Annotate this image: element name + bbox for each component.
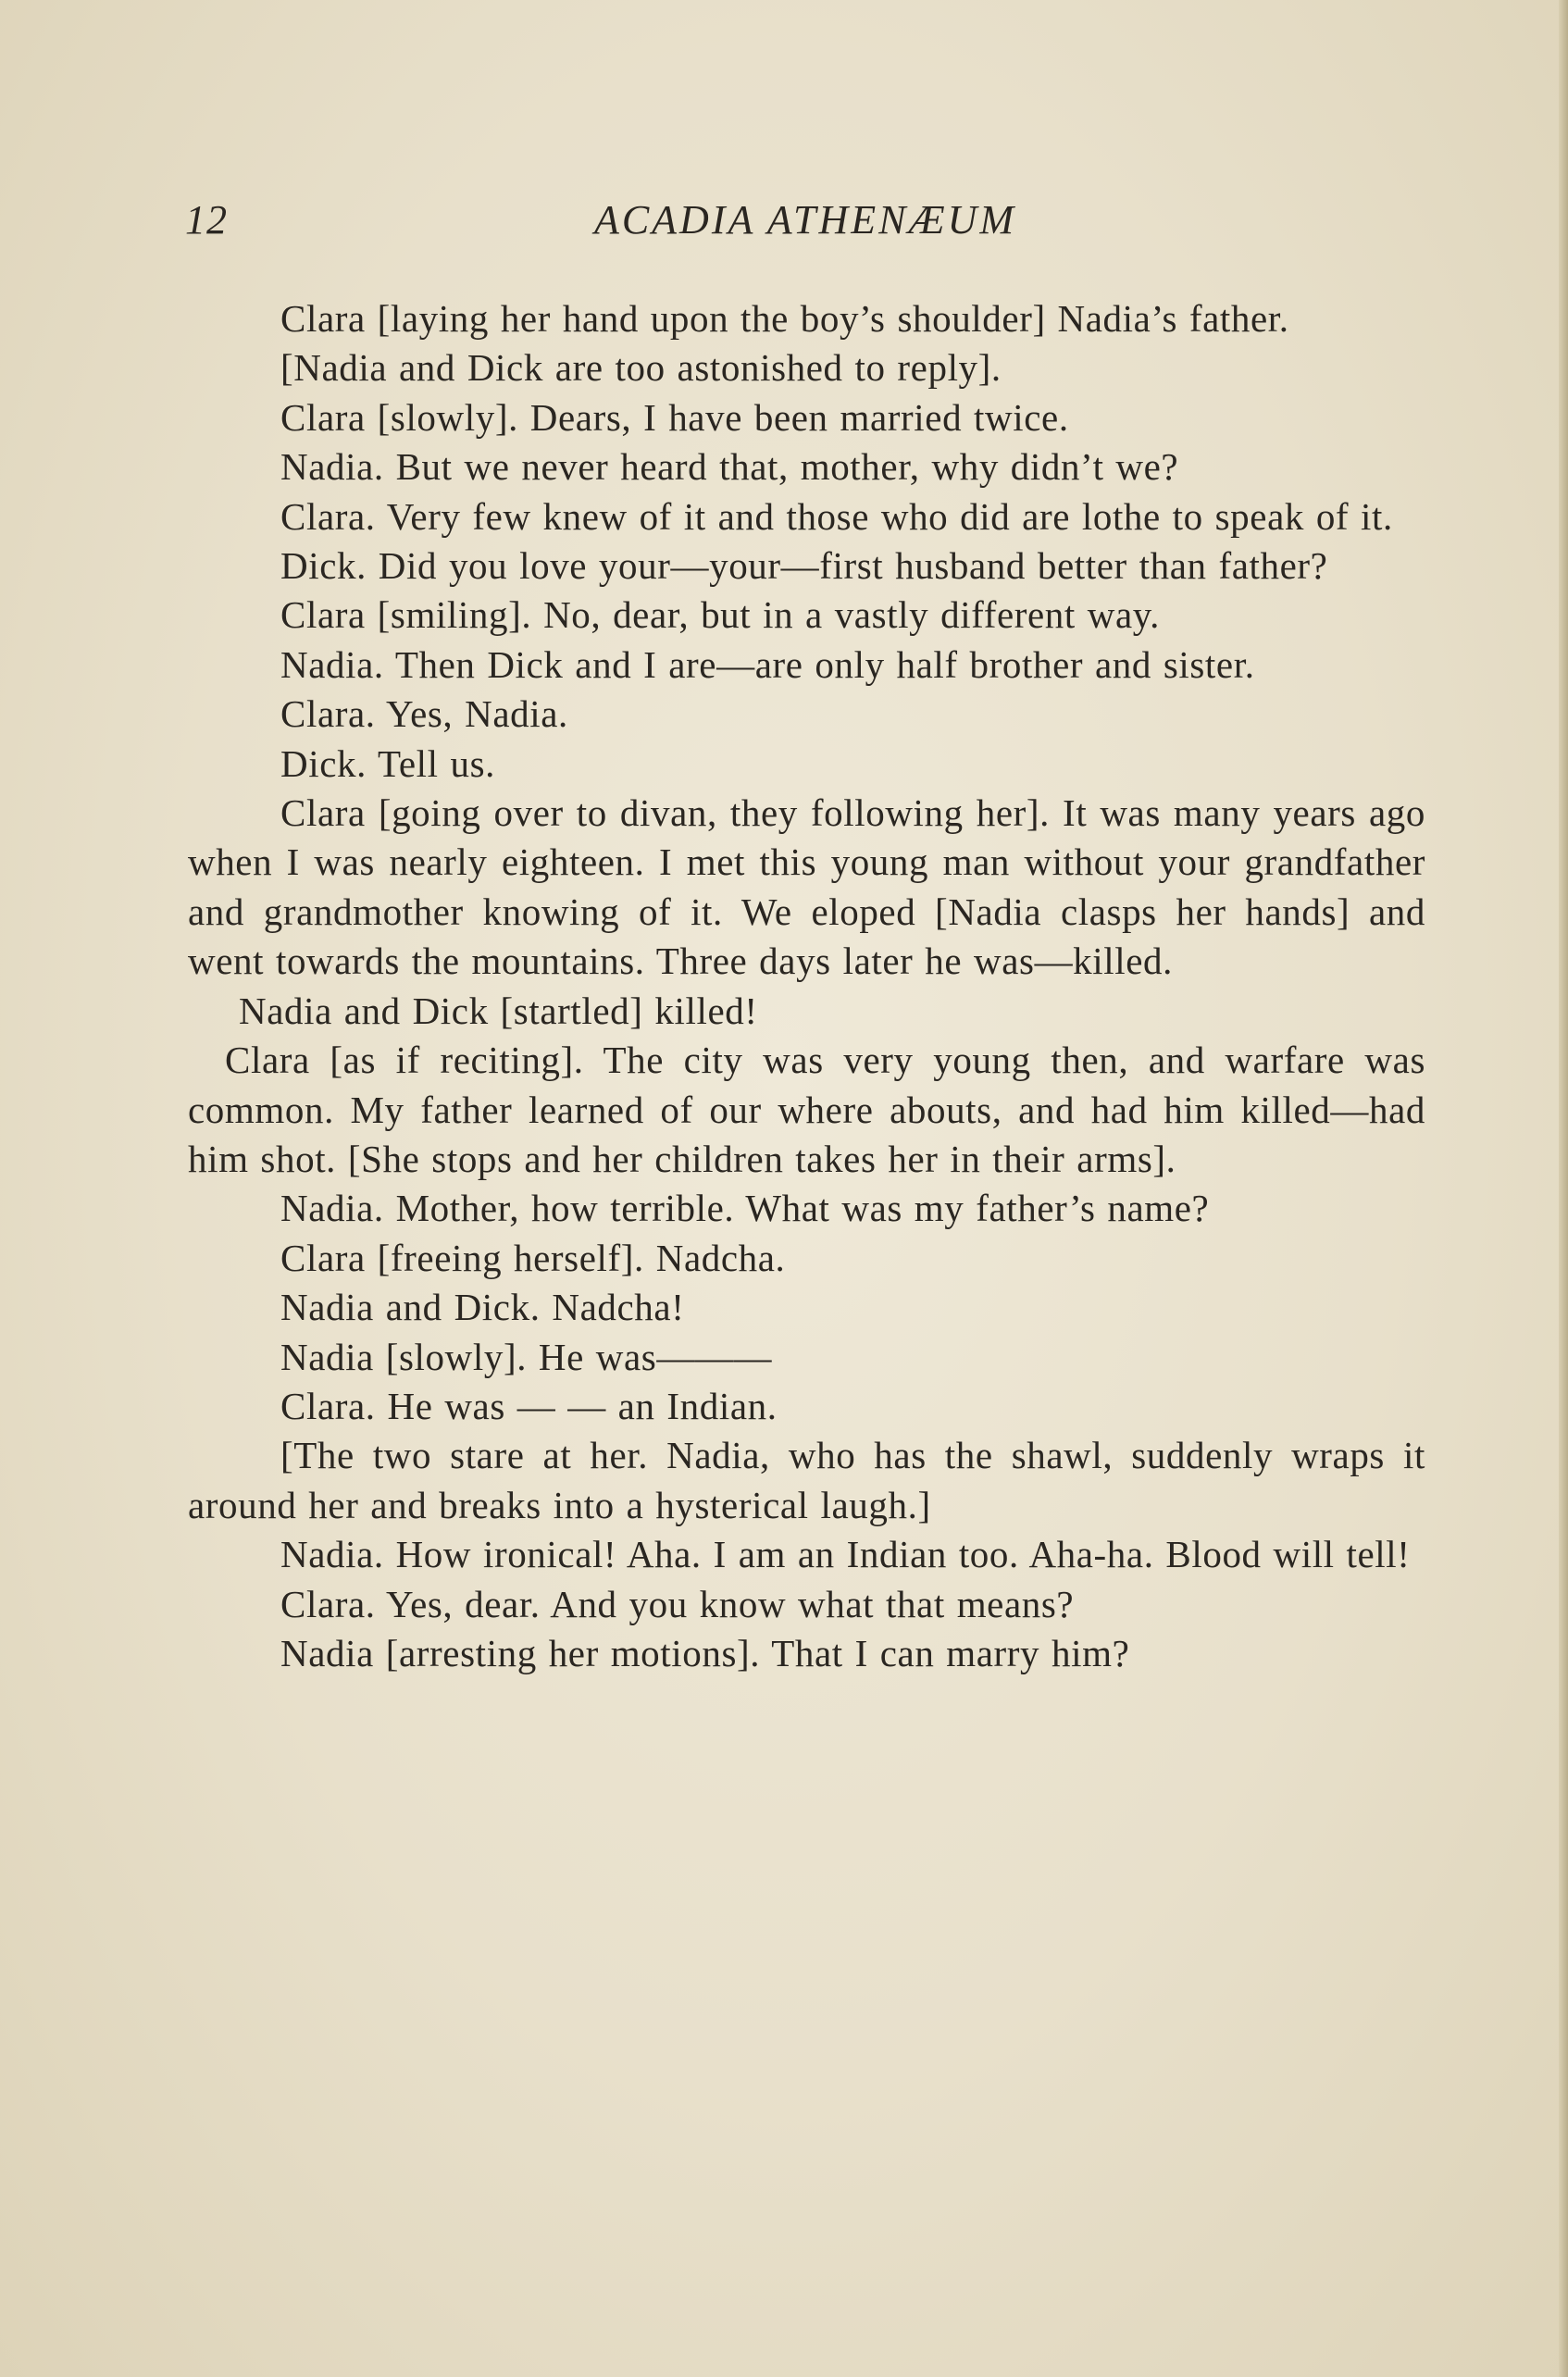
dialogue-paragraph: Dick. Tell us. xyxy=(280,741,495,785)
dialogue-paragraph: Clara [going over to divan, they following her]. It was many years ago when I was nearly eighteen. I met this young man without your grandfather and grandmother knowing of it. We eloped [Nadia clasps her hands] and went towards the mountains. Three days later he was—killed. xyxy=(188,791,1425,983)
dialogue-paragraph: Nadia. Then Dick and I are—are only half brother and sister. xyxy=(280,642,1255,686)
dialogue-paragraph: Clara. Yes, Nadia. xyxy=(280,692,568,736)
dialogue-paragraph: Clara. He was — — an Indian. xyxy=(280,1384,778,1427)
dialogue-paragraph: Clara [freeing herself]. Nadcha. xyxy=(280,1236,786,1279)
dialogue-paragraph: Nadia and Dick. Nadcha! xyxy=(280,1286,685,1329)
page-number: 12 xyxy=(185,197,228,243)
running-head xyxy=(185,196,1425,252)
dialogue-paragraph: Clara [smiling]. No, dear, but in a vastly different way. xyxy=(280,593,1161,637)
dialogue-paragraph: Nadia. But we never heard that, mother, why didn’t we? xyxy=(280,445,1179,489)
dialogue-paragraph: Nadia [arresting her motions]. That I can marry him? xyxy=(280,1631,1130,1674)
dialogue-paragraph: Dick. Did you love your—your—first husband better than father? xyxy=(280,544,1328,588)
dialogue-paragraph: Clara [laying her hand upon the boy’s shoulder] Nadia’s father. xyxy=(280,297,1289,340)
dialogue-paragraph: [Nadia and Dick are too astonished to reply]. xyxy=(280,346,1002,390)
dialogue-paragraph: Nadia. Mother, how terrible. What was my father’s name? xyxy=(280,1187,1210,1230)
body-text xyxy=(188,294,1425,1678)
page-edge xyxy=(1559,0,1568,2377)
dialogue-paragraph: Nadia [slowly]. He was——— xyxy=(280,1335,773,1378)
dialogue-paragraph: Clara [as if reciting]. The city was very young then, and warfare was common. My father learned of our where abouts, and had him killed—had him shot. [She stops and her children takes her in their arms]. xyxy=(188,1039,1425,1180)
dialogue-paragraph: [The two stare at her. Nadia, who has the shawl, suddenly wraps it around her and breaks into a hysterical laugh.] xyxy=(188,1434,1425,1526)
dialogue-paragraph: Clara [slowly]. Dears, I have been married twice. xyxy=(280,395,1069,439)
dialogue-paragraph: Clara. Yes, dear. And you know what that means? xyxy=(280,1582,1075,1625)
dialogue-paragraph: Clara. Very few knew of it and those who did are lothe to speak of it. xyxy=(280,494,1393,538)
dialogue-paragraph: Nadia. How ironical! Aha. I am an Indian too. Aha-ha. Blood will tell! xyxy=(280,1533,1411,1576)
dialogue-paragraph: Nadia and Dick [startled] killed! xyxy=(239,989,758,1032)
journal-title: ACADIA ATHENÆUM xyxy=(593,197,1017,243)
